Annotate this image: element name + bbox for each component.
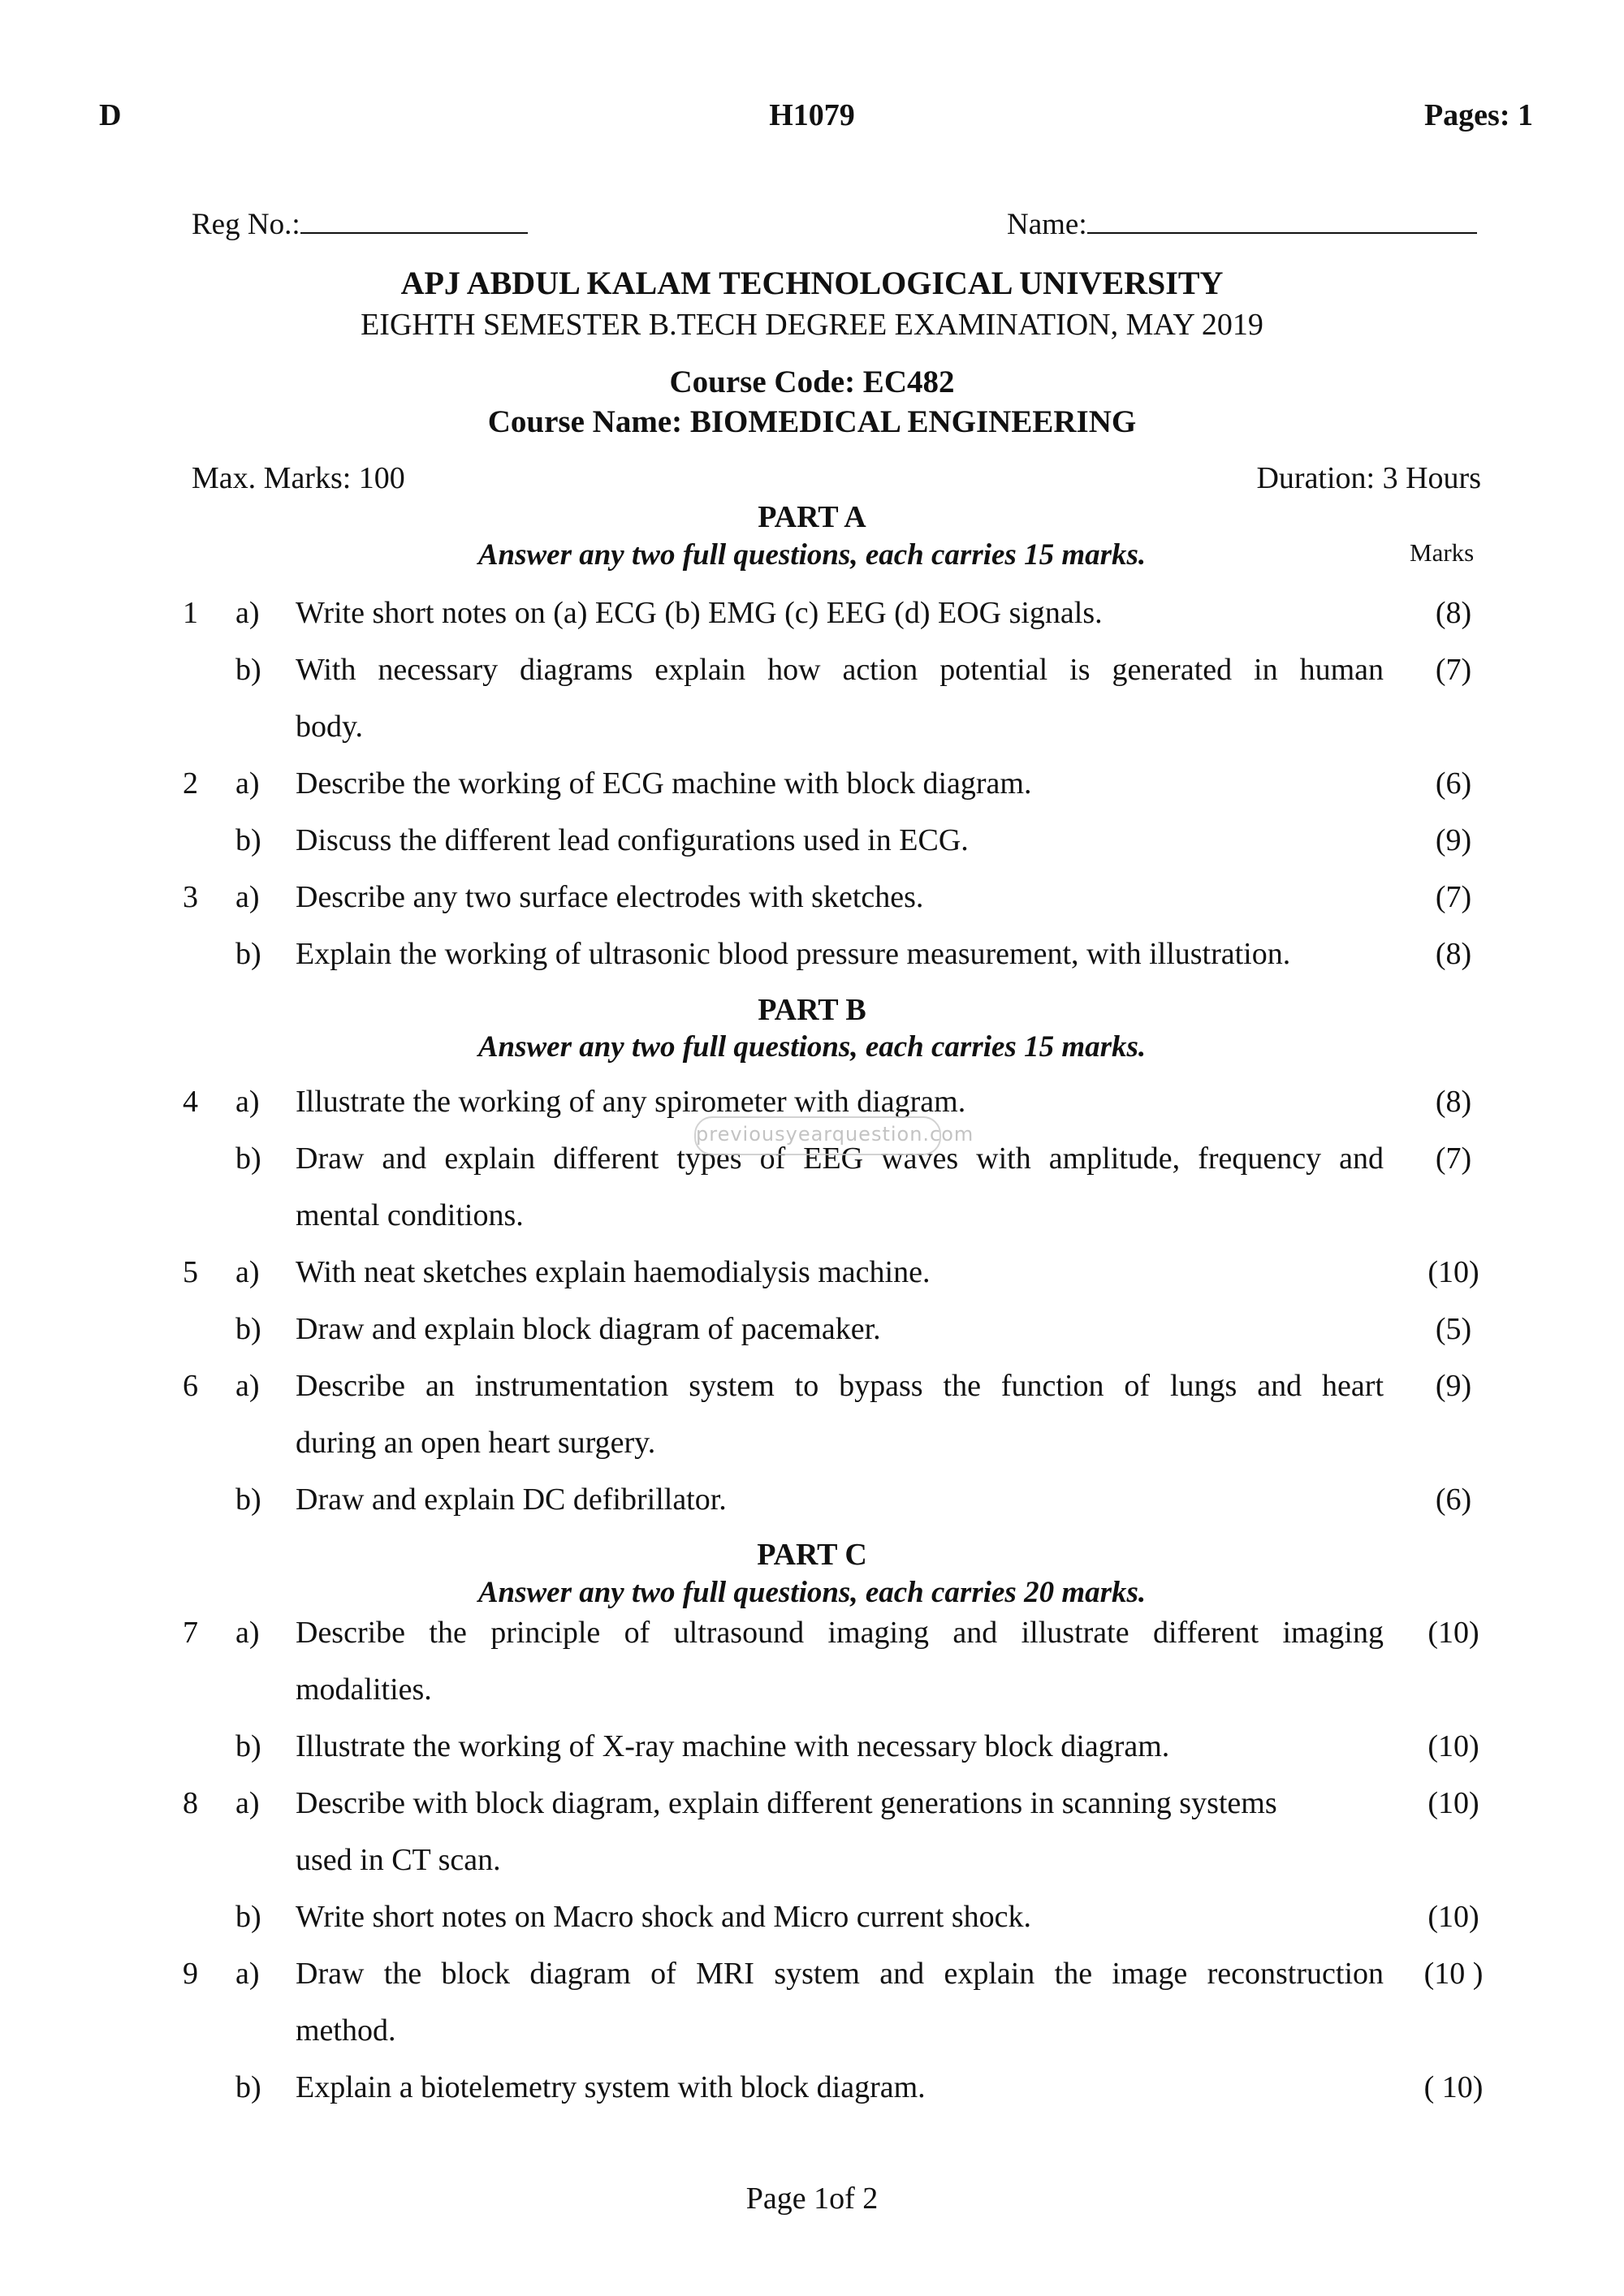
max-marks: Max. Marks: 100 (192, 461, 405, 495)
question-marks: (7) (1435, 1142, 1472, 1176)
question-number: 2 (183, 766, 198, 801)
question-text: Draw and explain DC defibrillator. (296, 1482, 727, 1517)
question-text: Draw the block diagram of MRI system and explain the image reconstruction (296, 1957, 1384, 1991)
question-number: 4 (183, 1085, 198, 1119)
question-number: 5 (183, 1255, 198, 1289)
question-marks: (8) (1435, 596, 1472, 630)
part-b-instruction: Answer any two full questions, each carries 15 marks. (477, 1030, 1147, 1064)
question-marks: (10) (1427, 1616, 1479, 1650)
name-label: Name: (1007, 208, 1087, 241)
sub-label: b) (235, 1142, 261, 1176)
sub-label: b) (235, 1482, 261, 1517)
question-text: Describe any two surface electrodes with sketches. (296, 880, 924, 914)
name-field (1007, 207, 1477, 242)
question-text: With neat sketches explain haemodialysis machine. (296, 1255, 931, 1289)
sub-label: a) (235, 1957, 260, 1991)
question-text: Explain the working of ultrasonic blood pressure measurement, with illustration. (296, 937, 1291, 971)
question-marks: (7) (1435, 880, 1472, 914)
question-text-continued: used in CT scan. (296, 1843, 501, 1877)
question-number: 3 (183, 880, 198, 914)
sub-label: b) (235, 937, 261, 971)
duration: Duration: 3 Hours (1256, 461, 1481, 495)
reg-no-field (192, 207, 528, 242)
question-text: Describe an instrumentation system to bypass the function of lungs and heart (296, 1369, 1384, 1403)
set-code: D (99, 98, 122, 132)
question-marks: (8) (1435, 937, 1472, 971)
sub-label: b) (235, 823, 261, 857)
question-text: Describe with block diagram, explain different generations in scanning systems (296, 1786, 1277, 1820)
question-marks: (10) (1427, 1900, 1479, 1934)
question-text: Write short notes on (a) ECG (b) EMG (c) EEG (d) EOG signals. (296, 596, 1103, 630)
question-number: 1 (183, 596, 198, 630)
sub-label: a) (235, 1616, 260, 1650)
question-text: Write short notes on Macro shock and Micro current shock. (296, 1900, 1032, 1934)
question-marks: (6) (1435, 766, 1472, 801)
sub-label: a) (235, 1255, 260, 1289)
course-code: Course Code: EC482 (669, 365, 955, 399)
university-title: APJ ABDUL KALAM TECHNOLOGICAL UNIVERSITY (400, 265, 1224, 301)
sub-label: a) (235, 1085, 260, 1119)
sub-label: b) (235, 1729, 261, 1763)
sub-label: a) (235, 880, 260, 914)
watermark: previousyearquestion.com (694, 1116, 941, 1155)
part-c-title: PART C (757, 1538, 867, 1572)
question-text-continued: during an open heart surgery. (296, 1426, 656, 1460)
sub-label: b) (235, 2070, 261, 2104)
question-marks: (9) (1435, 823, 1472, 857)
question-text: Describe the principle of ultrasound imaging and illustrate different imaging (296, 1616, 1384, 1650)
sub-label: a) (235, 1786, 260, 1820)
sub-label: b) (235, 1900, 261, 1934)
page-footer: Page 1of 2 (745, 2182, 879, 2216)
question-text: Describe the working of ECG machine with block diagram. (296, 766, 1032, 801)
question-marks: (10) (1427, 1729, 1479, 1763)
reg-no-label: Reg No.: (192, 208, 300, 241)
part-a-instruction: Answer any two full questions, each carries 15 marks. (477, 538, 1147, 572)
sub-label: b) (235, 1312, 261, 1346)
question-marks: (5) (1435, 1312, 1472, 1346)
part-c-instruction: Answer any two full questions, each carries 20 marks. (477, 1576, 1147, 1609)
sub-label: a) (235, 1369, 260, 1403)
question-text: Discuss the different lead configurations used in ECG. (296, 823, 969, 857)
question-text: Draw and explain different types of EEG waves with amplitude, frequency and (296, 1142, 1384, 1176)
question-text-continued: modalities. (296, 1672, 432, 1707)
question-text: Illustrate the working of any spirometer with diagram. (296, 1085, 966, 1119)
question-number: 6 (183, 1369, 198, 1403)
question-text: With necessary diagrams explain how action potential is generated in human (296, 653, 1384, 687)
reg-no-blank (300, 232, 528, 234)
name-blank (1087, 232, 1477, 234)
exam-title: EIGHTH SEMESTER B.TECH DEGREE EXAMINATION, MAY 2019 (361, 308, 1263, 342)
question-marks: (6) (1435, 1482, 1472, 1517)
course-name: Course Name: BIOMEDICAL ENGINEERING (487, 404, 1137, 439)
question-marks: (7) (1435, 653, 1472, 687)
sub-label: a) (235, 766, 260, 801)
page-count: Pages: 1 (1423, 98, 1533, 132)
part-b-title: PART B (758, 993, 866, 1027)
question-marks: (10) (1427, 1786, 1479, 1820)
question-text: Draw and explain block diagram of pacemaker. (296, 1312, 881, 1346)
question-marks: (10) (1427, 1255, 1479, 1289)
question-text: Explain a biotelemetry system with block diagram. (296, 2070, 926, 2104)
question-text-continued: mental conditions. (296, 1198, 524, 1232)
marks-column-header: Marks (1410, 538, 1475, 567)
part-a-title: PART A (758, 500, 866, 534)
question-marks: (9) (1435, 1369, 1472, 1403)
question-marks: (10 ) (1423, 1957, 1484, 1991)
question-number: 9 (183, 1957, 198, 1991)
question-marks: (8) (1435, 1085, 1472, 1119)
question-number: 8 (183, 1786, 198, 1820)
question-text-continued: method. (296, 2013, 396, 2048)
paper-code: H1079 (769, 98, 855, 132)
question-marks: ( 10) (1423, 2070, 1484, 2104)
sub-label: b) (235, 653, 261, 687)
question-text-continued: body. (296, 710, 364, 744)
sub-label: a) (235, 596, 260, 630)
question-text: Illustrate the working of X-ray machine with necessary block diagram. (296, 1729, 1170, 1763)
question-number: 7 (183, 1616, 198, 1650)
